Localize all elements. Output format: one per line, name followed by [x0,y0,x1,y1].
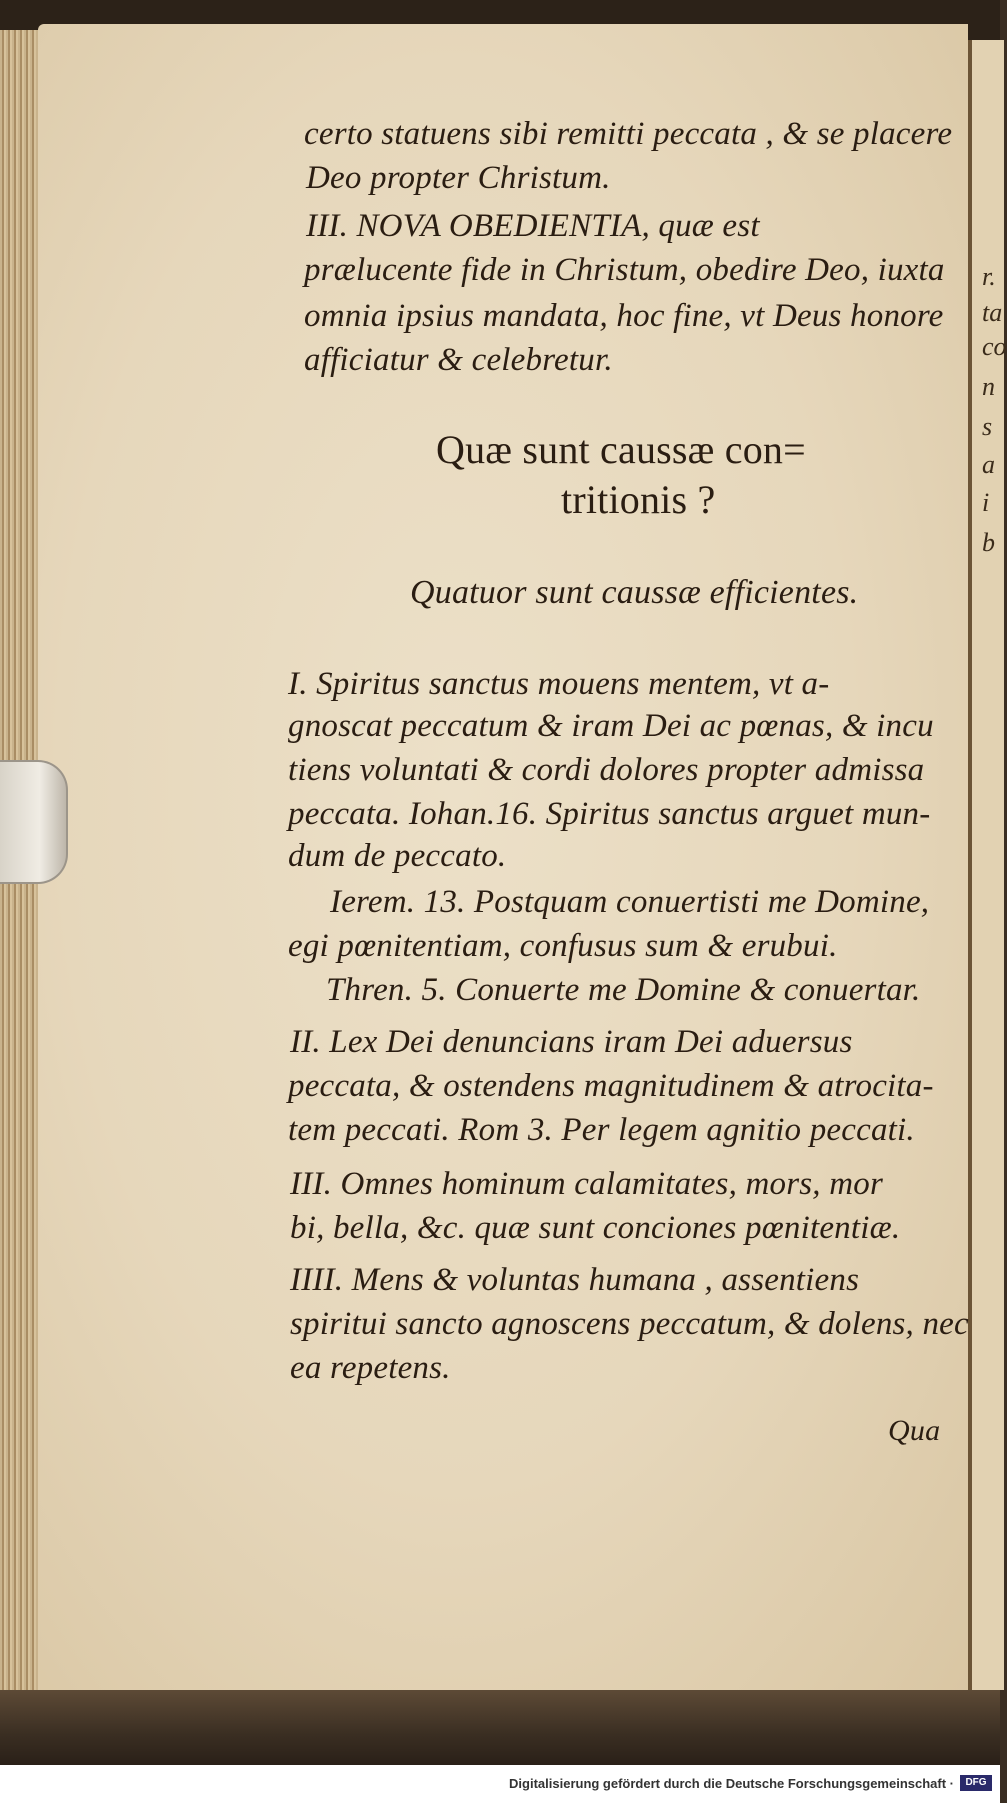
dfg-logo: DFG [960,1775,992,1791]
text-line: IIII. Mens & voluntas humana , assentiens [290,1262,860,1298]
text-line: bi, bella, &c. quæ sunt conciones pœnitentiæ. [290,1210,901,1246]
text-line: ea repetens. [290,1350,451,1386]
text-line: tem peccati. Rom 3. Per legem agnitio peccati. [288,1112,915,1148]
page-clip [0,760,68,884]
next-page-fragment: co [982,332,1007,361]
text-line: dum de peccato. [288,838,507,874]
text-line: II. Lex Dei denuncians iram Dei aduersus [290,1024,853,1060]
text-line: afficiatur & celebretur. [304,342,613,378]
text-line: peccata, & ostendens magnitudinem & atrocita- [288,1068,934,1104]
text-line: peccata. Iohan.16. Spiritus sanctus arguet mun- [288,796,931,832]
section-heading: tritionis ? [561,477,716,522]
text-line: omnia ipsius mandata, hoc fine, vt Deus honore [304,298,944,334]
next-page-fragment: i [982,488,990,517]
section-heading: Quæ sunt caussæ con= [436,427,806,472]
section-subheading: Quatuor sunt caussæ efficientes. [410,574,859,611]
next-page-fragment: r. [982,262,996,291]
text-line: III. NOVA OBEDIENTIA, quæ est [306,208,760,244]
footer-credit: Digitalisierung gefördert durch die Deutsche Forschungsgemeinschaft · [509,1776,954,1791]
text-line: III. Omnes hominum calamitates, mors, mor [290,1166,883,1202]
text-line: egi pœnitentiam, confusus sum & erubui. [288,928,838,964]
text-line: Thren. 5. Conuerte me Domine & conuertar. [326,972,921,1008]
catchword: Qua [888,1414,941,1447]
next-page-fragment: ta [982,298,1003,327]
next-page-fragment: a [982,450,995,479]
text-line: Ierem. 13. Postquam conuertisti me Domine, [330,884,930,920]
next-page-edge [968,40,1007,1690]
next-page-fragment: b [982,528,995,557]
next-page-fragment: n [982,372,995,401]
book-bottom-edge [0,1690,1000,1765]
text-line: prælucente fide in Christum, obedire Deo, iuxta [304,252,945,288]
footer-bar [0,1765,1000,1803]
text-line: I. Spiritus sanctus mouens mentem, vt a- [288,666,830,702]
next-page-fragment: s [982,412,993,441]
text-line: spiritui sancto agnoscens peccatum, & dolens, nec [290,1306,969,1342]
text-line: tiens voluntati & cordi dolores propter admissa [288,752,925,788]
text-line: certo statuens sibi remitti peccata , & se placere [304,116,953,152]
text-line: gnoscat peccatum & iram Dei ac pœnas, & incu [288,708,934,744]
text-line: Deo propter Christum. [306,160,611,196]
